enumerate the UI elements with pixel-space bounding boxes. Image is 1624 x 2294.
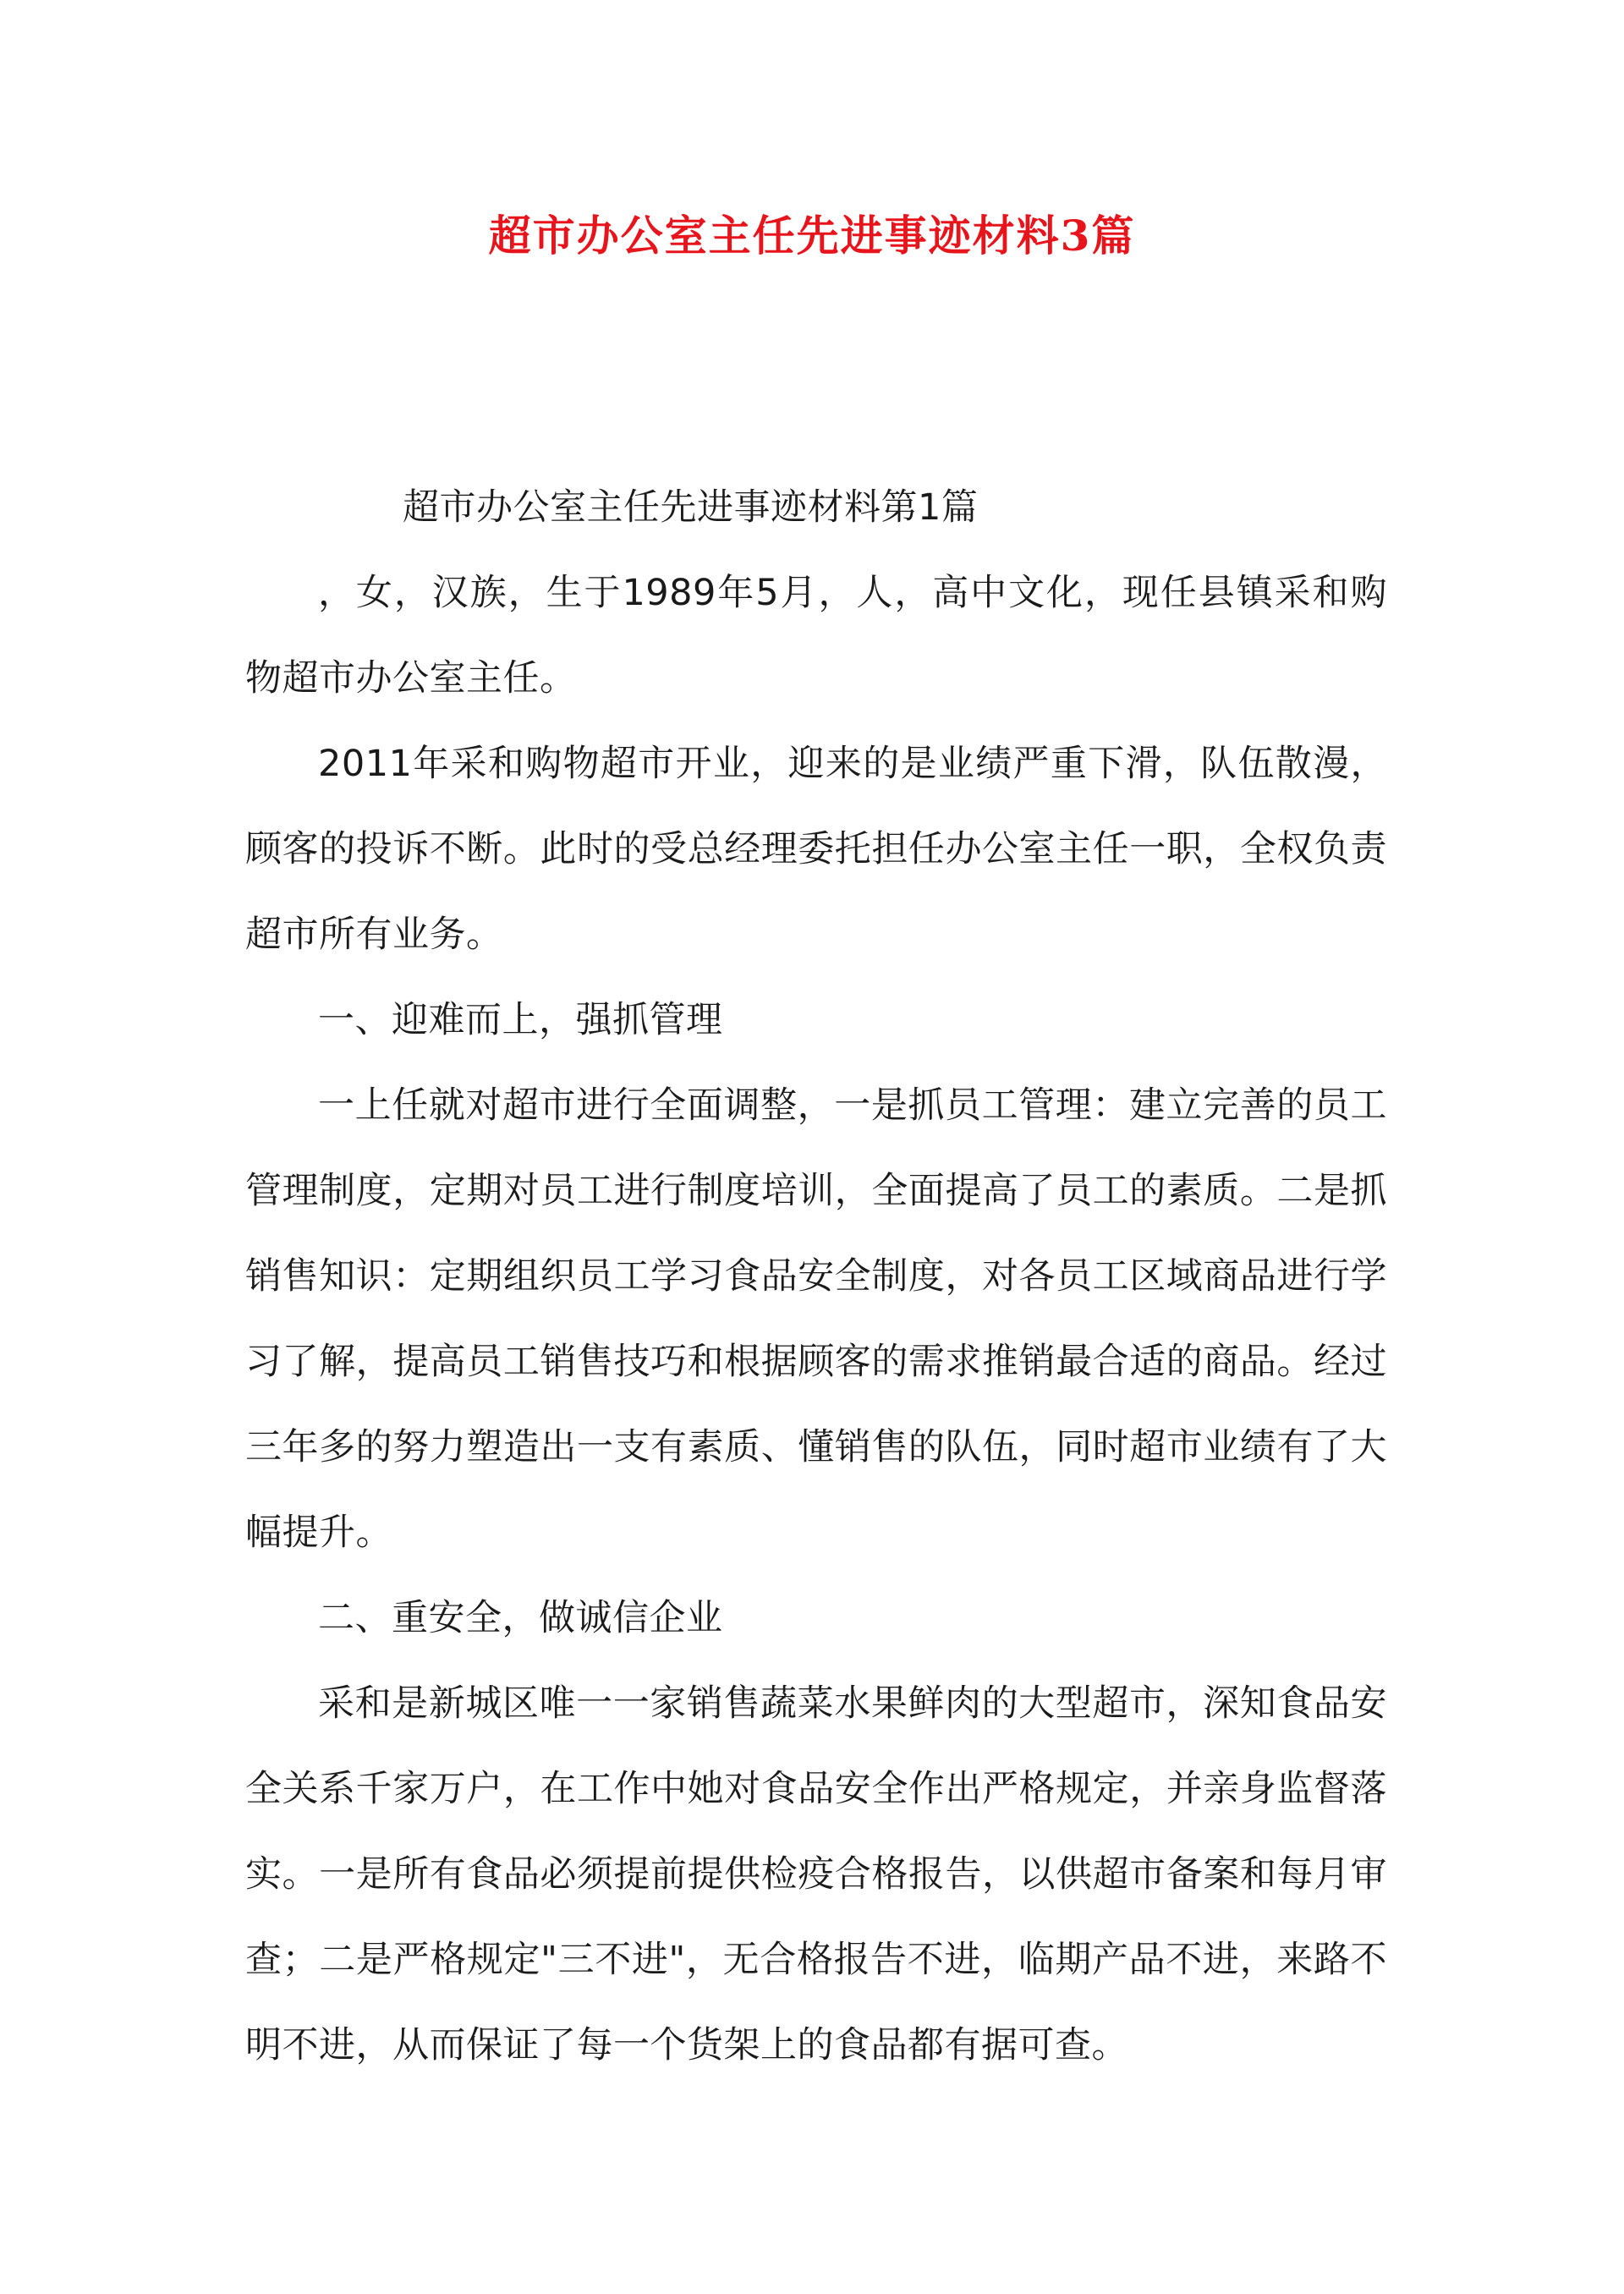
paragraph-safety: 采和是新城区唯一一家销售蔬菜水果鲜肉的大型超市，深知食品安全关系千家万户，在工作中她对食品安全作出严格规定，并亲身监督落实。一是所有食品必须提前提供检疫合格报告，以供超市备案和每月审查；二是严格规定"三不进"，无合格报告不进，临期产品不进，来路不明不进，从而保证了每一个货架上的食品都有据可查。 [245,1682,1387,2066]
paragraph-background: 2011年采和购物超市开业，迎来的是业绩严重下滑，队伍散漫，顾客的投诉不断。此时的受总经理委托担任办公室主任一职，全权负责超市所有业务。 [245,743,1387,956]
paragraph-management: 一上任就对超市进行全面调整，一是抓员工管理：建立完善的员工管理制度，定期对员工进行制度培训，全面提高了员工的素质。二是抓销售知识：定期组织员工学习食品安全制度，对各员工区域商品进行学习了解，提高员工销售技巧和根据顾客的需求推销最合适的商品。经过三年多的努力塑造出一支有素质、懂销售的队伍，同时超市业绩有了大幅提升。 [245,1084,1387,1554]
article-subtitle: 超市办公室主任先进事迹材料第1篇 [403,486,979,529]
document-body [245,465,1387,2088]
section-heading-1: 一、迎难而上，强抓管理 [318,999,723,1041]
paragraph-intro: ，女，汉族，生于1989年5月，人，高中文化，现任县镇采和购物超市办公室主任。 [245,572,1387,700]
document-title: 超市办公室主任先进事迹材料3篇 [488,211,1136,261]
section-heading-2: 二、重安全，做诚信企业 [318,1597,723,1639]
